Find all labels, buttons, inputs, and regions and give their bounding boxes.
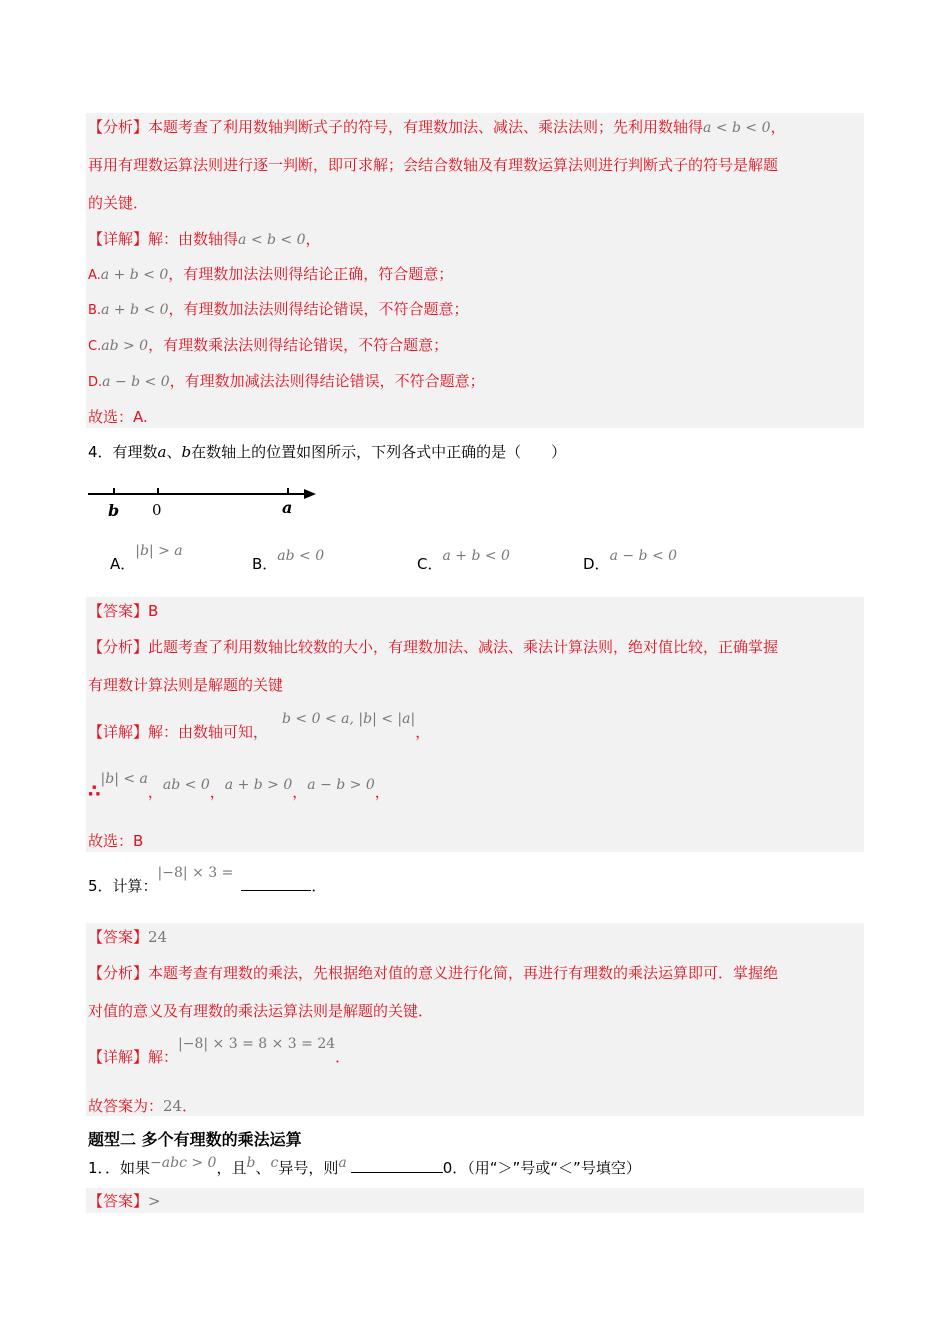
choice-line: 故选：A. [88, 408, 148, 426]
analysis-line-2: 有理数计算法则是解题的关键 [88, 676, 284, 694]
analysis-line-1: 【分析】本题考查了利用数轴判断式子的符号，有理数加法、减法、乘法法则；先利用数轴得a < b < 0， [88, 118, 786, 136]
analysis-line-1: 【分析】本题考查有理数的乘法，先根据绝对值的意义进行化简，再进行有理数的乘法运算即可．掌握绝 [88, 964, 779, 982]
detail-line: 【详解】解：|−8| × 3 = 8 × 3 = 24． [88, 1036, 351, 1066]
axis-arrow [304, 489, 316, 499]
answer-line: 【答案】B [88, 602, 159, 620]
answer-blank[interactable] [351, 1158, 443, 1173]
option-c-analysis: C.ab > 0，有理数乘法法则得结论错误，不符合题意； [88, 336, 449, 354]
question-5-stem: 5．计算：|−8| × 3 =． [88, 865, 327, 895]
option-b[interactable]: B．ab < 0 [252, 548, 325, 573]
detail-line: 【详解】解：由数轴可知，b < 0 < a, |b| < |a|， [88, 711, 431, 741]
axis-label-a: a [282, 498, 293, 517]
option-c[interactable]: C．a + b < 0 [417, 548, 510, 573]
option-d[interactable]: D．a − b < 0 [583, 548, 678, 573]
answer-line: 【答案】> [88, 1192, 161, 1210]
answer-blank[interactable] [241, 876, 311, 891]
question-1-stem: 1．．如果−abc > 0，且b、c异号，则a 0．（用“＞”号或“＜”号填空） [88, 1155, 641, 1177]
option-a[interactable]: A．|b| > a [110, 543, 183, 573]
analysis-line-2: 再用有理数运算法则进行逐一判断，即可求解；会结合数轴及有理数运算法则进行判断式子的符号是解题 [88, 156, 779, 174]
answer-line: 【答案】24 [88, 928, 168, 946]
analysis-line-2: 对值的意义及有理数的乘法运算法则是解题的关键． [88, 1002, 434, 1020]
axis-label-0: 0 [152, 501, 162, 519]
analysis-line-1: 【分析】此题考查了利用数轴比较数的大小，有理数加法、减法、乘法计算法则，绝对值比较，正确掌握 [88, 638, 779, 656]
section-title: 题型二 多个有理数的乘法运算 [88, 1130, 302, 1149]
option-d-analysis: D.a − b < 0，有理数加减法法则得结论错误，不符合题意； [88, 372, 485, 390]
final-answer-line: 故答案为：24． [88, 1097, 198, 1115]
detail-line: 【详解】解：由数轴得a < b < 0， [88, 230, 321, 248]
choice-line: 故选：B [88, 832, 144, 850]
question-4-stem: 4．有理数a、b在数轴上的位置如图所示，下列各式中正确的是（ ） [88, 443, 567, 461]
therefore-line: ∴|b| < a，ab < 0，a + b > 0，a − b > 0， [88, 771, 390, 802]
option-a-analysis: A.a + b < 0，有理数加法法则得结论正确，符合题意； [88, 265, 454, 283]
option-b-analysis: B.a + b < 0，有理数加法法则得结论错误，不符合题意； [88, 300, 469, 318]
analysis-line-3: 的关键． [88, 194, 149, 212]
solution-block-q1 [86, 1188, 864, 1213]
axis-label-b: b [108, 501, 120, 520]
